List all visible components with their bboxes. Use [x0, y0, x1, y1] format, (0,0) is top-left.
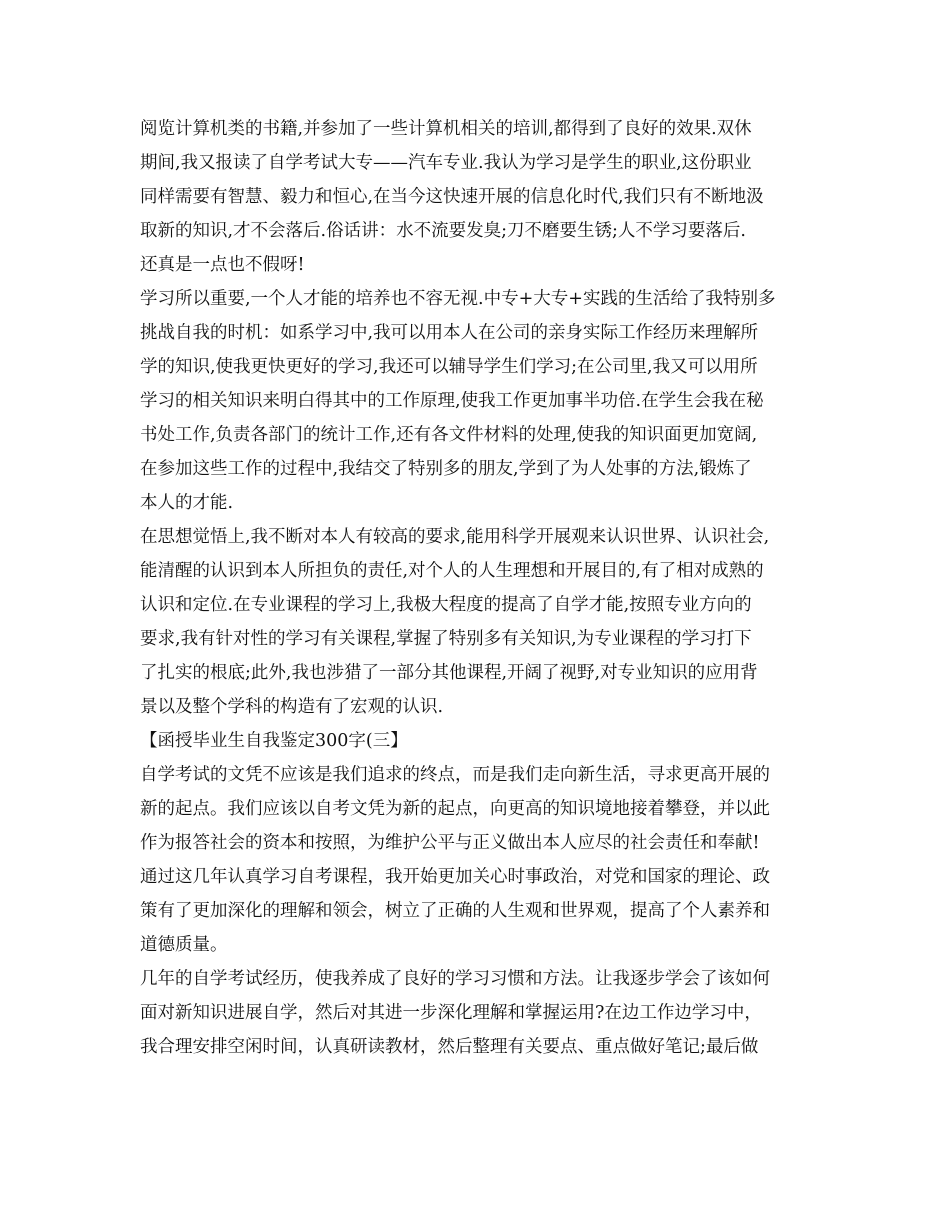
- text-line: 通过这几年认真学习自考课程，我开始更加关心时事政治，对党和国家的理论、政: [140, 867, 770, 887]
- text-line: 取新的知识,才不会落后.俗话讲：水不流要发臭;刀不磨要生锈;人不学习要落后.: [140, 221, 746, 241]
- document-body: [140, 112, 830, 1064]
- section-heading: 【函授毕业生自我鉴定300字(三】: [140, 731, 408, 751]
- text-line: 在参加这些工作的过程中,我结交了特别多的朋友,学到了为人处事的方法,锻炼了: [140, 459, 752, 479]
- text-line: 了扎实的根底;此外,我也涉猎了一部分其他课程,开阔了视野,对专业知识的应用背: [140, 663, 758, 683]
- text-line: 在思想觉悟上,我不断对本人有较高的要求,能用科学开展观来认识世界、认识社会,: [140, 527, 770, 547]
- text-line: 本人的才能.: [140, 493, 234, 513]
- text-line: 学的知识,使我更快更好的学习,我还可以辅导学生们学习;在公司里,我又可以用所: [140, 357, 758, 377]
- text-line: 期间,我又报读了自学考试大专——汽车专业.我认为学习是学生的职业,这份职业: [140, 153, 752, 173]
- text-line: 道德质量。: [140, 935, 228, 955]
- text-line: 挑战自我的时机：如系学习中,我可以用本人在公司的亲身实际工作经历来理解所: [140, 323, 759, 343]
- text-line: 我合理安排空闲时间，认真研读教材，然后整理有关要点、重点做好笔记;最后做: [140, 1037, 759, 1057]
- text-line: 几年的自学考试经历，使我养成了良好的学习习惯和方法。让我逐步学会了该如何: [140, 969, 770, 989]
- text-line: 阅览计算机类的书籍,并参加了一些计算机相关的培训,都得到了良好的效果.双休: [140, 119, 752, 139]
- text-line: 自学考试的文凭不应该是我们追求的终点，而是我们走向新生活，寻求更高开展的: [140, 765, 770, 785]
- text-line: 学习的相关知识来明白得其中的工作原理,使我工作更加事半功倍.在学生会我在秘: [140, 391, 764, 411]
- text-line: 同样需要有智慧、毅力和恒心,在当今这快速开展的信息化时代,我们只有不断地汲: [140, 187, 764, 207]
- text-line: 认识和定位.在专业课程的学习上,我极大程度的提高了自学才能,按照专业方向的: [140, 595, 752, 615]
- text-line: 面对新知识进展自学，然后对其进一步深化理解和掌握运用?在边工作边学习中，: [140, 1003, 762, 1023]
- text-line: 学习所以重要,一个人才能的培养也不容无视.中专+大专+实践的生活给了我特别多: [140, 289, 776, 309]
- text-line: 景以及整个学科的构造有了宏观的认识.: [140, 697, 444, 717]
- text-line: 还真是一点也不假呀!: [140, 255, 305, 275]
- text-line: 书处工作,负责各部门的统计工作,还有各文件材料的处理,使我的知识面更加宽阔,: [140, 425, 758, 445]
- text-line: 能清醒的认识到本人所担负的责任,对个人的人生理想和开展目的,有了相对成熟的: [140, 561, 764, 581]
- text-line: 新的起点。我们应该以自考文凭为新的起点，向更高的知识境地接着攀登，并以此: [140, 799, 770, 819]
- text-line: 策有了更加深化的理解和领会，树立了正确的人生观和世界观，提高了个人素养和: [140, 901, 770, 921]
- text-line: 作为报答社会的资本和按照，为维护公平与正义做出本人应尽的社会责任和奉献!: [140, 833, 760, 853]
- text-line: 要求,我有针对性的学习有关课程,掌握了特别多有关知识,为专业课程的学习打下: [140, 629, 752, 649]
